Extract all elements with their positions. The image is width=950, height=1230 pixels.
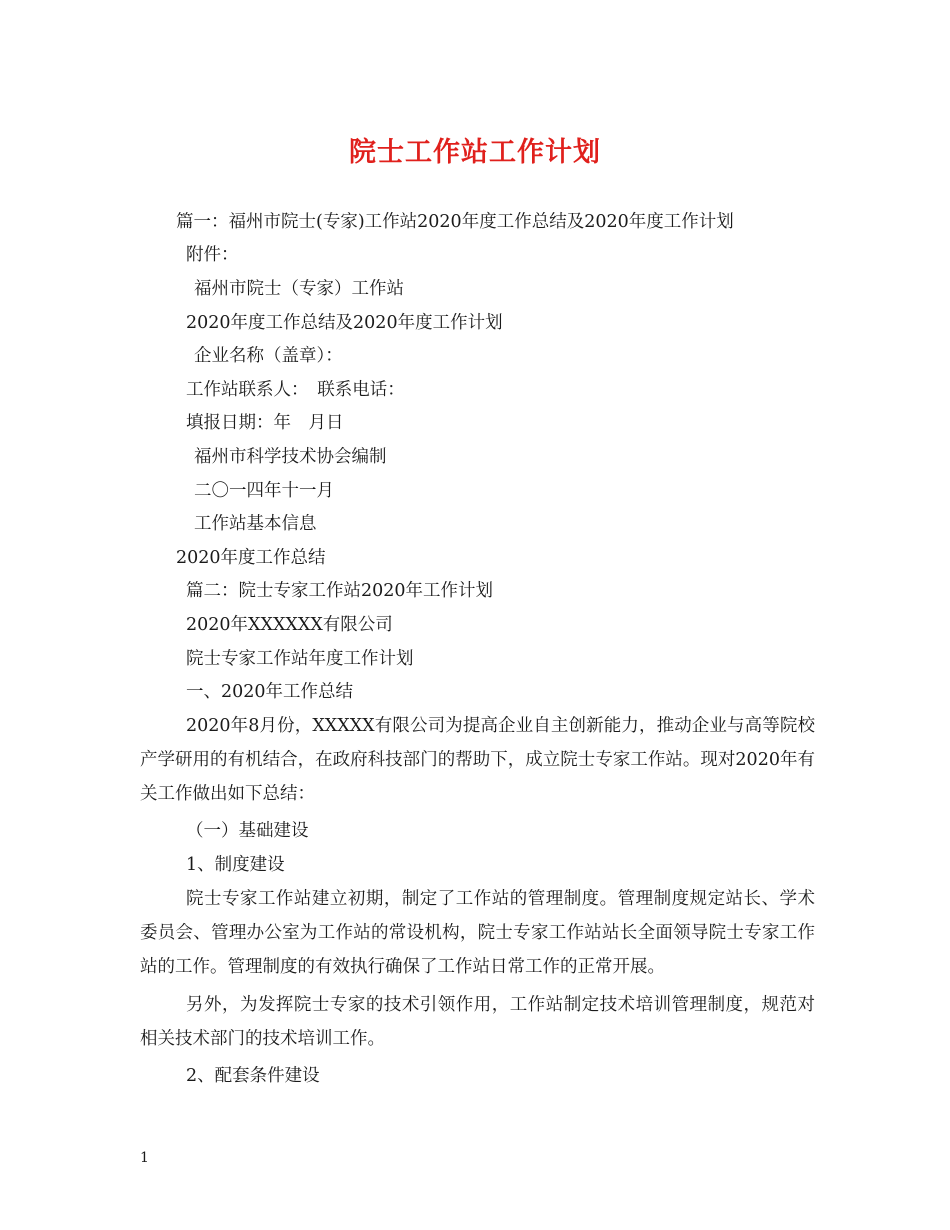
line-station-name: 福州市院士（专家）工作站 — [194, 279, 404, 299]
page-number: 1 — [140, 1150, 149, 1166]
line-summary-and-plan: 2020年度工作总结及2020年度工作计划 — [186, 313, 503, 333]
paragraph-training: 另外，为发挥院士专家的技术引领作用，工作站制定技术培训管理制度，规范对相关技术部门的技术培训工作。 — [140, 995, 815, 1049]
line-company: 2020年XXXXXX有限公司 — [186, 615, 393, 635]
paragraph-system-building: 院士专家工作站建立初期，制定了工作站的管理制度。管理制度规定站长、学术委员会、管理办公室为工作站的常设机构，院士专家工作站站长全面领导院士专家工作站的工作。管理制度的有效执行确保了工作站日常工作的正常开展。 — [140, 889, 815, 977]
line-basic-info: 工作站基本信息 — [194, 514, 317, 534]
document-title: 院士工作站工作计划 — [349, 137, 601, 168]
line-company-name: 企业名称（盖章）： — [194, 346, 343, 366]
heading-supporting-conditions: 2、配套条件建设 — [186, 1066, 320, 1086]
line-contact: 工作站联系人： 联系电话： — [186, 380, 405, 400]
line-fill-date: 填报日期：年 月日 — [186, 413, 344, 433]
line-part-two-heading: 篇二：院士专家工作站2020年工作计划 — [186, 581, 494, 601]
heading-system-building: 1、制度建设 — [186, 855, 285, 875]
heading-infrastructure: （一）基础建设 — [186, 821, 309, 841]
line-part-one-heading: 篇一：福州市院士(专家)工作站2020年度工作总结及2020年度工作计划 — [176, 212, 734, 232]
line-date-written: 二〇一四年十一月 — [194, 481, 334, 501]
line-attachment: 附件： — [186, 245, 239, 265]
line-annual-summary: 2020年度工作总结 — [176, 548, 326, 568]
paragraph-intro: 2020年8月份，XXXXX有限公司为提高企业自主创新能力，推动企业与高等院校产学研用的有机结合，在政府科技部门的帮助下，成立院士专家工作站。现对2020年有关工作做出如下总结： — [140, 716, 815, 804]
line-annual-plan: 院士专家工作站年度工作计划 — [186, 649, 414, 669]
line-section-one: 一、2020年工作总结 — [186, 682, 354, 702]
line-compiled-by: 福州市科学技术协会编制 — [194, 447, 387, 467]
